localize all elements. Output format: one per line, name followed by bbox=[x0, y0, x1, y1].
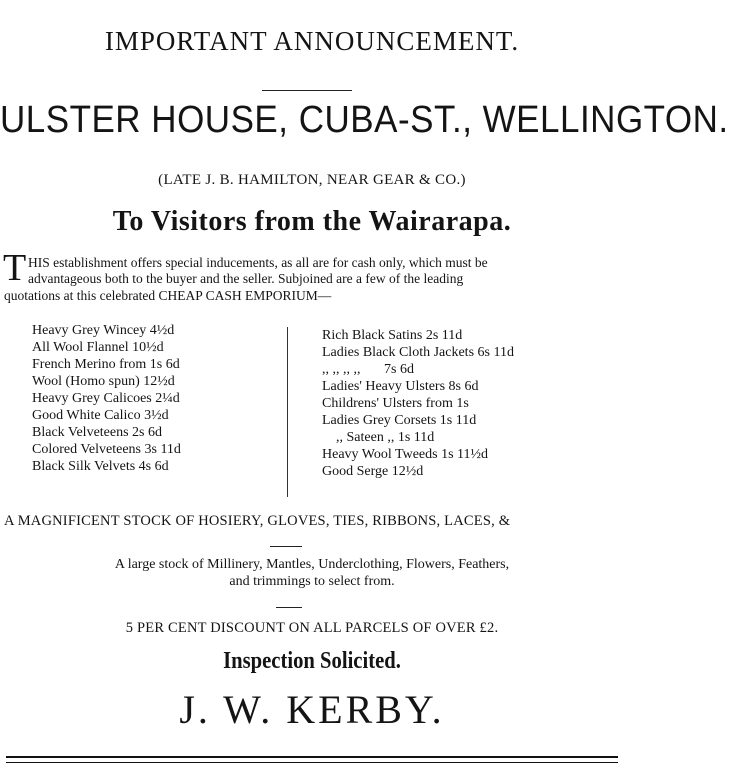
list-item: Heavy Grey Calicoes 2¼d bbox=[32, 391, 180, 406]
list-item: Rich Black Satins 2s 11d bbox=[322, 328, 463, 343]
section-rule-2 bbox=[276, 607, 302, 608]
list-item: Black Velveteens 2s 6d bbox=[32, 425, 162, 440]
list-item: Heavy Wool Tweeds 1s 11½d bbox=[322, 447, 489, 462]
list-item: Good Serge 12½d bbox=[322, 464, 424, 479]
proprietor-signature: J. W. KERBY. bbox=[179, 687, 445, 732]
bottom-rule-thin bbox=[6, 762, 618, 763]
list-item: French Merino from 1s 6d bbox=[32, 357, 180, 372]
inspection-note: Inspection Solicited. bbox=[223, 648, 401, 674]
list-item: Wool (Homo spun) 12½d bbox=[32, 374, 175, 389]
column-divider bbox=[287, 327, 288, 497]
ditto-price: 7s 6d bbox=[384, 362, 414, 377]
intro-line-2: advantageous both to the buyer and the seller. Subjoined are a few of the leading bbox=[28, 271, 464, 286]
stock-headline: A MAGNIFICENT STOCK OF HOSIERY, GLOVES, TIES, RIBBONS, LACES, & bbox=[4, 513, 511, 529]
intro-line-3: quotations at this celebrated CHEAP CASH EMPORIUM— bbox=[4, 288, 332, 303]
list-item: Ladies Black Cloth Jackets 6s 11d bbox=[322, 345, 514, 360]
list-item: Colored Velveteens 3s 11d bbox=[32, 442, 181, 457]
list-item: Ladies Grey Corsets 1s 11d bbox=[322, 413, 477, 428]
list-item: ,, Sateen ,, 1s 11d bbox=[336, 430, 435, 445]
list-item: Ladies' Heavy Ulsters 8s 6d bbox=[322, 379, 479, 394]
intro-line-1: HIS establishment offers special inducements, as all are for cash only, which must be bbox=[28, 255, 488, 270]
list-item: Childrens' Ulsters from 1s bbox=[322, 396, 469, 411]
stock-line-1: A large stock of Millinery, Mantles, Underclothing, Flowers, Feathers, bbox=[114, 557, 510, 572]
late-note: (LATE J. B. HAMILTON, NEAR GEAR & CO.) bbox=[158, 172, 466, 188]
stock-description bbox=[0, 556, 624, 590]
list-item: Good White Calico 3½d bbox=[32, 408, 169, 423]
headline: IMPORTANT ANNOUNCEMENT. bbox=[104, 26, 520, 56]
stock-line-2: and trimmings to select from. bbox=[229, 574, 395, 589]
price-list-right bbox=[322, 327, 514, 480]
drop-cap: T bbox=[3, 247, 27, 289]
discount-note: 5 PER CENT DISCOUNT ON ALL PARCELS OF OVER £2. bbox=[125, 620, 499, 636]
list-item: All Wool Flannel 10½d bbox=[32, 340, 164, 355]
list-item-ditto bbox=[322, 361, 514, 378]
list-item: Heavy Grey Wincey 4½d bbox=[32, 323, 175, 338]
headline-rule bbox=[262, 90, 352, 91]
price-list-left bbox=[32, 322, 181, 475]
bottom-rule-thick bbox=[6, 756, 618, 758]
list-item: Black Silk Velvets 4s 6d bbox=[32, 459, 169, 474]
subheading: To Visitors from the Wairarapa. bbox=[112, 206, 512, 237]
store-name: ULSTER HOUSE, CUBA-ST., WELLINGTON. bbox=[0, 98, 729, 141]
ditto-marks: ,, ,, ,, ,, bbox=[322, 362, 361, 377]
section-rule-1 bbox=[270, 546, 302, 547]
